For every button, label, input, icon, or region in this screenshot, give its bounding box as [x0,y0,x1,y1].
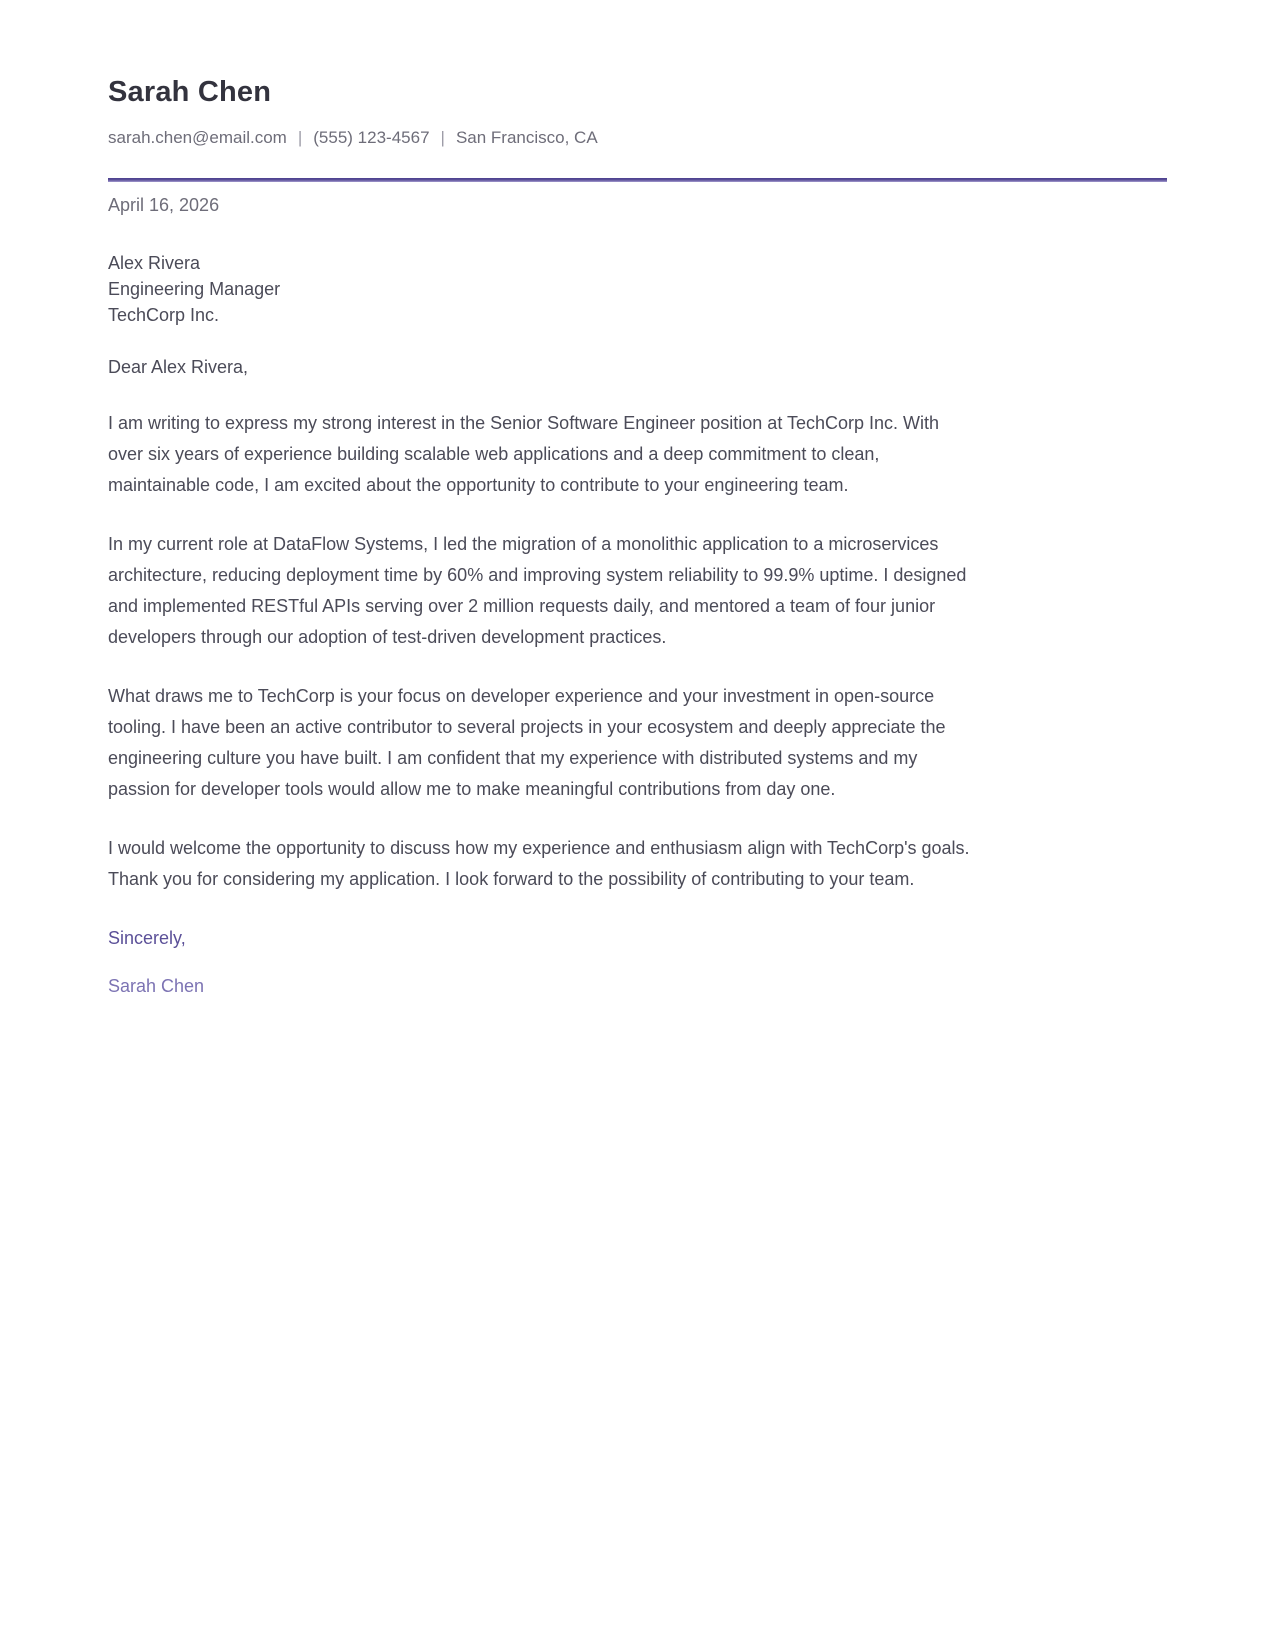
contact-phone: (555) 123-4567 [313,128,430,148]
paragraph-line: tooling. I have been an active contributor to several projects in your ecosystem and deeply appreciate the [108,717,946,738]
letter-header [108,76,1167,150]
paragraph-experience [108,529,1167,653]
paragraph-line: passion for developer tools would allow me to make meaningful contributions from day one. [108,779,836,800]
contact-email: sarah.chen@email.com [108,128,287,148]
paragraph-line: I am writing to express my strong interest in the Senior Software Engineer position at TechCorp Inc. With [108,413,940,434]
paragraph-line: maintainable code, I am excited about the opportunity to contribute to your engineering team. [108,475,849,496]
sender-name: Sarah Chen [108,76,272,108]
paragraph-conclusion [108,833,1167,895]
closing: Sincerely, [108,928,186,949]
letter-body [108,192,1167,999]
contact-location: San Francisco, CA [455,128,598,148]
header-divider [108,178,1167,182]
recipient-block [108,250,1167,328]
recipient-title: Engineering Manager [108,279,281,300]
recipient-name: Alex Rivera [108,253,201,274]
contact-separator: | [297,128,303,148]
paragraph-line: over six years of experience building scalable web applications and a deep commitment to clean, [108,444,880,465]
paragraph-line: engineering culture you have built. I am confident that my experience with distributed systems and my [108,748,918,769]
paragraph-line: architecture, reducing deployment time by 60% and improving system reliability to 99.9% uptime. I designed [108,565,967,586]
paragraph-line: Thank you for considering my application. I look forward to the possibility of contributing to your team. [108,869,915,890]
paragraph-line: developers through our adoption of test-driven development practices. [108,627,667,648]
letter-date: April 16, 2026 [108,195,220,216]
paragraph-intro [108,408,1167,501]
contact-info [108,126,1167,150]
paragraph-line: In my current role at DataFlow Systems, I led the migration of a monolithic application to a microservices [108,534,939,555]
paragraph-line: I would welcome the opportunity to discuss how my experience and enthusiasm align with TechCorp's goals. [108,838,970,859]
signature-name: Sarah Chen [108,976,205,997]
recipient-company: TechCorp Inc. [108,305,220,326]
salutation: Dear Alex Rivera, [108,357,249,378]
paragraph-motivation [108,681,1167,805]
contact-separator: | [440,128,445,148]
paragraph-line: and implemented RESTful APIs serving over 2 million requests daily, and mentored a team of four junior [108,596,936,617]
paragraph-line: What draws me to TechCorp is your focus on developer experience and your investment in open-source [108,686,935,707]
